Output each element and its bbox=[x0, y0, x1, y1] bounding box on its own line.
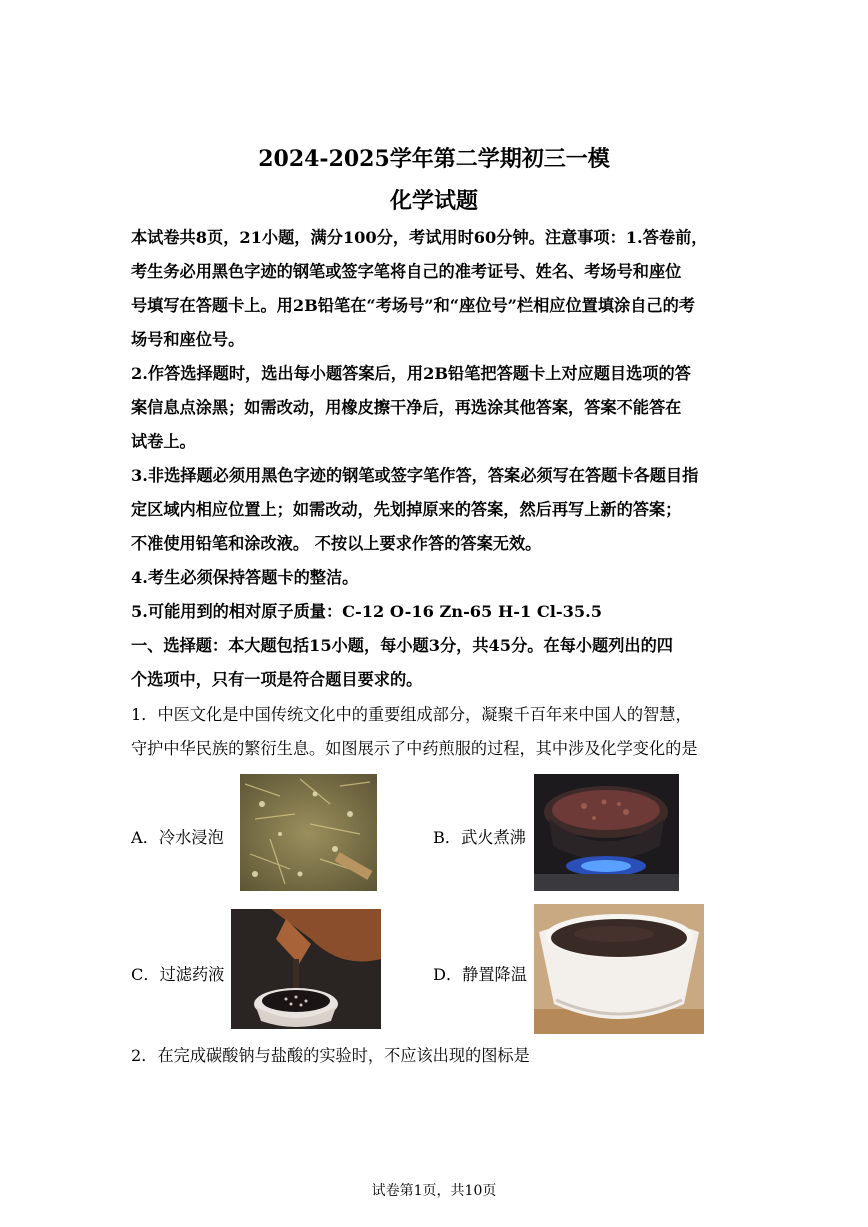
section-line: 一、选择题：本大题包括15小题，每小题3分，共45分。在每小题列出的四 bbox=[131, 636, 673, 655]
exam-subtitle: 化学试题 bbox=[389, 188, 478, 214]
instruction-line: 3.非选择题必须用黑色字迹的钢笔或签字笔作答，答案必须写在答题卡各题目指 bbox=[131, 466, 699, 485]
option-d-label: D．静置降温 bbox=[433, 965, 527, 984]
instruction-line: 4.考生必须保持答题卡的整洁。 bbox=[131, 568, 359, 587]
instruction-line: 试卷上。 bbox=[131, 432, 196, 451]
instruction-line: 2.作答选择题时，选出每小题答案后，用2B铅笔把答题卡上对应题目选项的答 bbox=[131, 364, 691, 383]
section-line: 个选项中，只有一项是符合题目要求的。 bbox=[131, 670, 423, 689]
boiling-pot-photo bbox=[534, 774, 679, 891]
instruction-line: 5.可能用到的相对原子质量：C-12 O-16 Zn-65 H-1 Cl-35.5 bbox=[131, 602, 603, 621]
option-c-label: C．过滤药液 bbox=[131, 965, 225, 984]
question-text: 2．在完成碳酸钠与盐酸的实验时，不应该出现的图标是 bbox=[131, 1046, 530, 1065]
question-text: 守护中华民族的繁衍生息。如图展示了中药煎服的过程，其中涉及化学变化的是 bbox=[131, 739, 698, 758]
instruction-line: 案信息点涂黑；如需改动，用橡皮擦干净后，再选涂其他答案，答案不能答在 bbox=[131, 398, 682, 417]
page-footer: 试卷第1页，共10页 bbox=[371, 1183, 497, 1199]
instruction-line: 考生务必用黑色字迹的钢笔或签字笔将自己的准考证号、姓名、考场号和座位 bbox=[131, 262, 682, 281]
instruction-line: 定区域内相应位置上；如需改动，先划掉原来的答案，然后再写上新的答案； bbox=[131, 500, 682, 519]
option-a-label: A．冷水浸泡 bbox=[131, 828, 224, 847]
instruction-line: 不准使用铅笔和涂改液。 不按以上要求作答的答案无效。 bbox=[131, 534, 542, 553]
question-text: 1．中医文化是中国传统文化中的重要组成部分，凝聚千百年来中国人的智慧， bbox=[131, 705, 692, 724]
instruction-line: 本试卷共8页，21小题，满分100分，考试用时60分钟。注意事项：1.答卷前， bbox=[131, 228, 708, 247]
filtering-pot-photo bbox=[231, 909, 381, 1029]
instruction-line: 场号和座位号。 bbox=[131, 330, 245, 349]
option-b-label: B．武火煮沸 bbox=[433, 828, 526, 847]
cooling-bowl-photo bbox=[534, 904, 704, 1034]
soaking-herbs-photo bbox=[240, 774, 377, 891]
instruction-line: 号填写在答题卡上。用2B铅笔在“考场号”和“座位号”栏相应位置填涂自己的考 bbox=[131, 296, 695, 315]
exam-title: 2024-2025学年第二学期初三一模 bbox=[258, 146, 610, 172]
